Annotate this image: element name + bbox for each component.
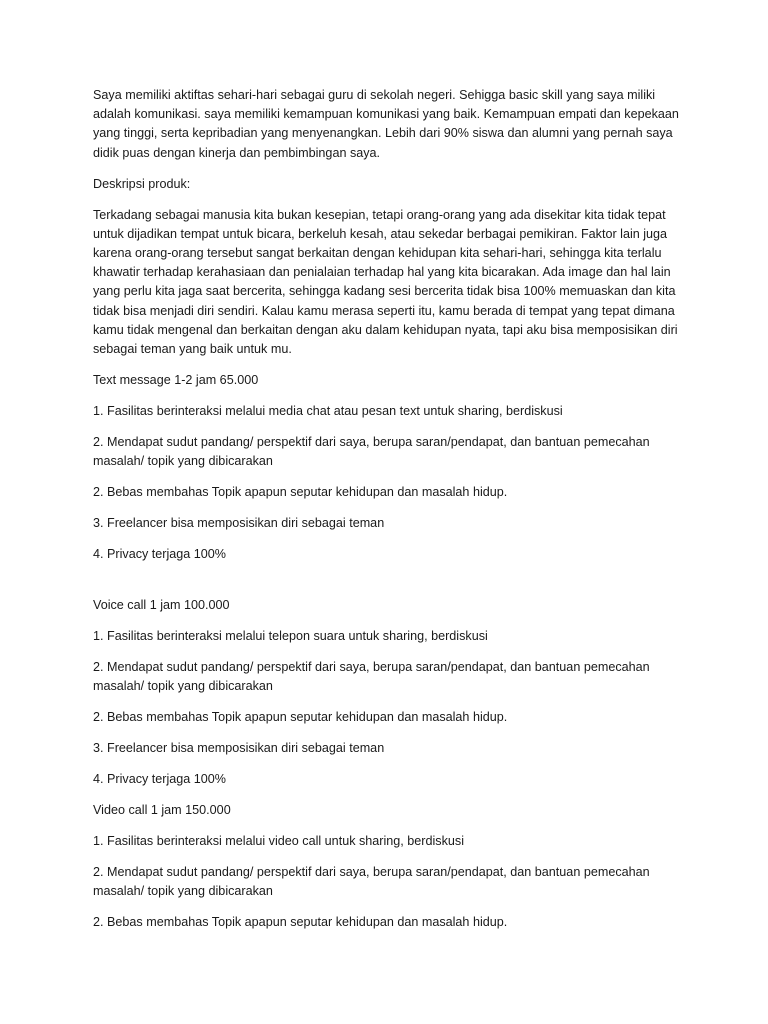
- list-item: 3. Freelancer bisa memposisikan diri sebagai teman: [93, 516, 385, 531]
- intro-paragraph: Saya memiliki aktiftas sehari-hari sebagai guru di sekolah negeri. Sehigga basic skill yang saya miliki adalah komunikasi. saya memiliki kemampuan komunikasi yang baik. Kemampuan empati dan kepekaan yang tinggi, serta kepribadian yang menyenangkan. Lebih dari 90% siswa dan alumni yang pernah saya didik puas dengan kinerja dan pembimbingan saya.: [93, 88, 679, 160]
- package-title-voice-call: Voice call 1 jam 100.000: [93, 597, 230, 612]
- package-title-text-message: Text message 1-2 jam 65.000: [93, 373, 259, 388]
- list-item: 1. Fasilitas berinteraksi melalui media chat atau pesan text untuk sharing, berdiskusi: [93, 404, 563, 419]
- package-title-video-call: Video call 1 jam 150.000: [93, 803, 231, 818]
- list-item: 2. Bebas membahas Topik apapun seputar kehidupan dan masalah hidup.: [93, 710, 508, 725]
- blank-line: [93, 576, 683, 596]
- list-item: 3. Freelancer bisa memposisikan diri sebagai teman: [93, 741, 385, 756]
- description-heading: Deskripsi produk:: [93, 176, 191, 191]
- description-paragraph: Terkadang sebagai manusia kita bukan kesepian, tetapi orang-orang yang ada disekitar kita tidak tepat untuk dijadikan tempat untuk bicara, berkeluh kesah, atau sekedar berbagai pemikiran. Faktor lain juga karena orang-orang tersebut sangat berkaitan dengan kehidupan kita sehari-hari, sehingga kita terlalu khawatir terhadap kerahasiaan dan penialaian terhadap hal yang kita bicarakan. Ada image dan hal lain yang perlu kita jaga saat bercerita, sehingga kadang sesi bercerita tidak bisa 100% memuaskan dan kita tidak bisa menjadi diri sendiri. Kalau kamu merasa seperti itu, kamu berada di tempat yang tepat dimana kamu tidak mengenal dan berkaitan dengan aku dalam kehidupan nyata, tapi aku bisa memposisikan diri sebagai teman yang baik untuk mu.: [93, 207, 678, 357]
- list-item: 2. Mendapat sudut pandang/ perspektif dari saya, berupa saran/pendapat, dan bantuan pemecahan masalah/ topik yang dibicarakan: [93, 659, 650, 694]
- list-item: 2. Mendapat sudut pandang/ perspektif dari saya, berupa saran/pendapat, dan bantuan pemecahan masalah/ topik yang dibicarakan: [93, 435, 650, 469]
- list-item: 2. Bebas membahas Topik apapun seputar kehidupan dan masalah hidup.: [93, 485, 508, 500]
- list-item: 1. Fasilitas berinteraksi melalui video call untuk sharing, berdiskusi: [93, 834, 464, 849]
- list-item: 2. Bebas membahas Topik apapun seputar kehidupan dan masalah hidup.: [93, 915, 508, 930]
- list-item: 2. Mendapat sudut pandang/ perspektif dari saya, berupa saran/pendapat, dan bantuan pemecahan masalah/ topik yang dibicarakan: [93, 865, 650, 899]
- list-item: 4. Privacy terjaga 100%: [93, 547, 227, 562]
- list-item: 4. Privacy terjaga 100%: [93, 772, 227, 787]
- list-item: 1. Fasilitas berinteraksi melalui telepon suara untuk sharing, berdiskusi: [93, 628, 488, 643]
- document-page: [93, 86, 683, 944]
